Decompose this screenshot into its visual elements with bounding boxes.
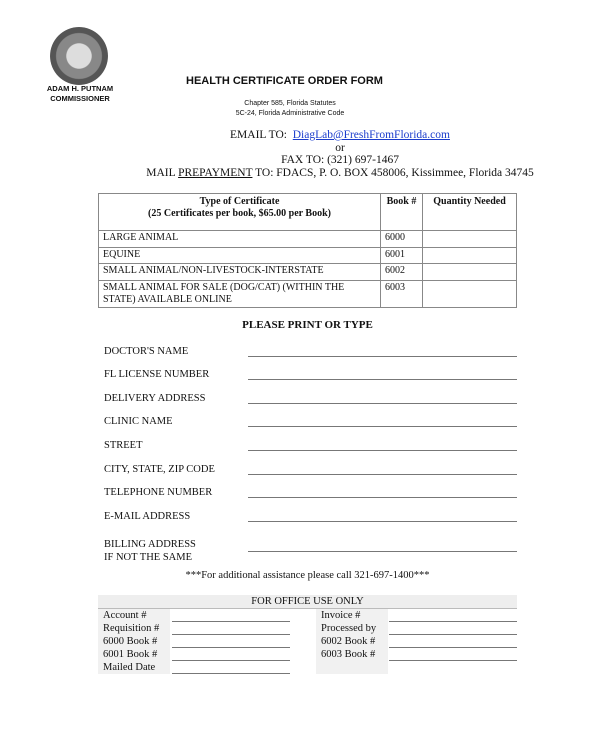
field-input[interactable] xyxy=(248,403,517,404)
print-heading: PLEASE PRINT OR TYPE xyxy=(242,319,373,331)
field-input[interactable] xyxy=(248,450,517,451)
billing-address-input[interactable] xyxy=(248,551,517,552)
table-row xyxy=(99,281,517,308)
office-use-heading: FOR OFFICE USE ONLY xyxy=(98,595,517,609)
office-label: Account # xyxy=(98,609,170,622)
assistance-note: ***For additional assistance please call 321-697-1400*** xyxy=(185,570,430,581)
office-input[interactable] xyxy=(172,673,290,674)
department-seal-logo xyxy=(50,27,108,85)
table-row xyxy=(99,231,517,248)
commissioner-name: ADAM H. PUTNAM xyxy=(46,84,114,93)
office-input[interactable] xyxy=(172,647,290,648)
email-label: EMAIL TO: xyxy=(230,129,287,141)
office-input[interactable] xyxy=(389,621,517,622)
office-label: 6001 Book # xyxy=(98,648,170,661)
mail-underlined: PREPAYMENT xyxy=(178,167,253,179)
statute-2: 5C-24, Florida Administrative Code xyxy=(235,110,345,117)
office-label: Mailed Date xyxy=(98,661,170,674)
office-input[interactable] xyxy=(172,660,290,661)
mail-line xyxy=(60,167,600,179)
type-header-line2: (25 Certificates per book, $65.00 per Book) xyxy=(148,208,331,219)
field-label: TELEPHONE NUMBER xyxy=(104,487,213,498)
field-label: DELIVERY ADDRESS xyxy=(104,393,206,404)
field-label: E-MAIL ADDRESS xyxy=(104,511,191,522)
field-label: BILLING ADDRESS xyxy=(104,539,196,550)
field-label: FL LICENSE NUMBER xyxy=(104,369,210,380)
office-label: 6000 Book # xyxy=(98,635,170,648)
field-label: DOCTOR'S NAME xyxy=(104,346,189,357)
office-label: Processed by xyxy=(316,622,388,635)
mail-prefix: MAIL xyxy=(146,167,179,179)
certificate-table xyxy=(98,193,517,308)
type-header-line1: Type of Certificate xyxy=(199,196,280,207)
book-cell: 6001 xyxy=(381,248,423,264)
statute-1: Chapter 585, Florida Statutes xyxy=(244,100,336,107)
office-blank-cell xyxy=(316,661,388,674)
field-label: STREET xyxy=(104,440,143,451)
book-cell: 6003 xyxy=(381,281,423,308)
quantity-cell[interactable] xyxy=(423,231,517,248)
table-row xyxy=(99,264,517,281)
fax-line: FAX TO: (321) 697-1467 xyxy=(281,154,399,166)
field-input[interactable] xyxy=(248,521,517,522)
field-input[interactable] xyxy=(248,497,517,498)
quantity-cell[interactable] xyxy=(423,264,517,281)
quantity-header: Quantity Needed xyxy=(423,194,517,231)
office-input[interactable] xyxy=(389,647,517,648)
office-label: 6002 Book # xyxy=(316,635,388,648)
office-label: Requisition # xyxy=(98,622,170,635)
book-cell: 6002 xyxy=(381,264,423,281)
field-label: CLINIC NAME xyxy=(104,416,173,427)
or-text: or xyxy=(335,142,345,154)
book-header: Book # xyxy=(381,194,423,231)
statutes xyxy=(200,99,380,119)
quantity-cell[interactable] xyxy=(423,281,517,308)
commissioner-title: COMMISSIONER xyxy=(50,94,110,103)
email-line xyxy=(80,129,600,141)
office-label: Invoice # xyxy=(316,609,388,622)
commissioner-block xyxy=(40,84,120,104)
quantity-cell[interactable] xyxy=(423,248,517,264)
office-input[interactable] xyxy=(172,621,290,622)
form-title: HEALTH CERTIFICATE ORDER FORM xyxy=(186,75,383,87)
type-cell: SMALL ANIMAL/NON-LIVESTOCK-INTERSTATE xyxy=(99,264,381,281)
mail-address: TO: FDACS, P. O. BOX 458006, Kissimmee, Florida 34745 xyxy=(252,167,534,179)
email-link[interactable]: DiagLab@FreshFromFlorida.com xyxy=(292,129,450,141)
type-cell: EQUINE xyxy=(99,248,381,264)
table-row xyxy=(99,248,517,264)
office-input[interactable] xyxy=(172,634,290,635)
office-label: 6003 Book # xyxy=(316,648,388,661)
type-header xyxy=(99,194,381,231)
book-cell: 6000 xyxy=(381,231,423,248)
field-input[interactable] xyxy=(248,356,517,357)
field-input[interactable] xyxy=(248,426,517,427)
field-input[interactable] xyxy=(248,474,517,475)
office-input[interactable] xyxy=(389,634,517,635)
field-input[interactable] xyxy=(248,379,517,380)
office-input[interactable] xyxy=(389,660,517,661)
type-cell: LARGE ANIMAL xyxy=(99,231,381,248)
field-label: IF NOT THE SAME xyxy=(104,552,192,563)
field-label: CITY, STATE, ZIP CODE xyxy=(104,464,215,475)
type-cell: SMALL ANIMAL FOR SALE (DOG/CAT) (WITHIN THE STATE) AVAILABLE ONLINE xyxy=(99,281,381,308)
